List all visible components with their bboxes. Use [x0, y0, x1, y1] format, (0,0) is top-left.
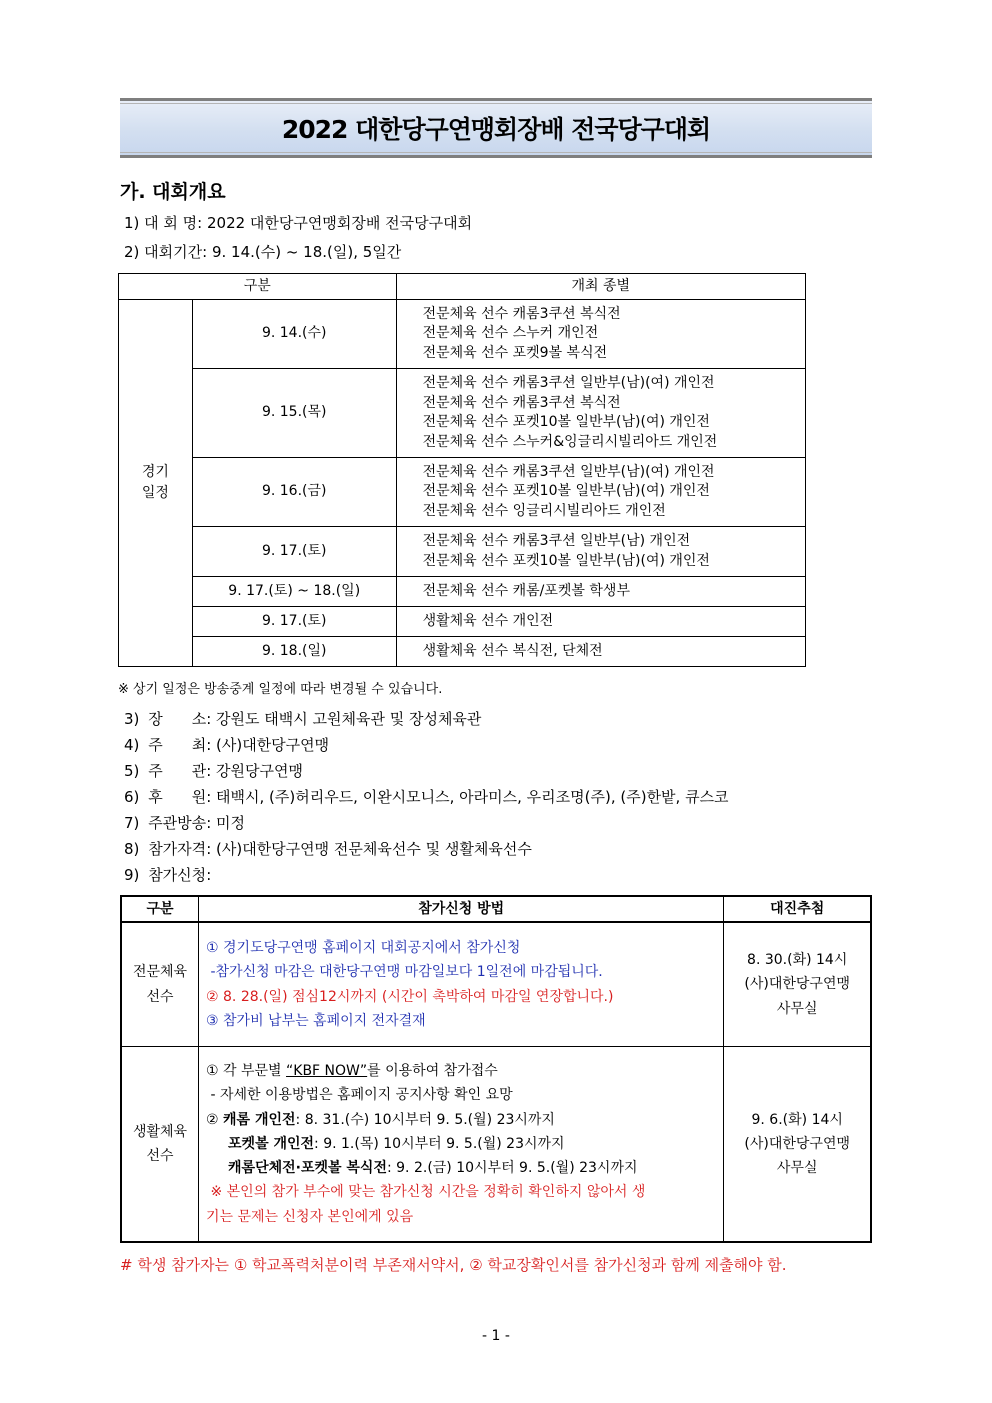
- text-span: : 8. 31.(수) 10시부터 9. 5.(월) 23시까지: [295, 1111, 555, 1128]
- detail-label-b: 관: [191, 762, 207, 780]
- bold-label: 캐롬단체전·포켓볼 복식전: [228, 1160, 387, 1177]
- registration-draw: 9. 6.(화) 14시 (사)대한당구연맹 사무실: [724, 1046, 871, 1242]
- detail-organizer: [124, 760, 303, 781]
- detail-num: 9): [124, 866, 140, 884]
- text-span: 를 이용하여 참가접수: [367, 1063, 498, 1079]
- student-footnote: # 학생 참가자는 ① 학교폭력처분이력 부존재서약서, ② 학교장확인서를 참가신청과 함께 제출해야 함.: [120, 1256, 787, 1274]
- detail-num: 7): [124, 814, 140, 832]
- registration-header-row: [121, 896, 871, 922]
- detail-num: 5): [124, 762, 140, 780]
- detail-host: [124, 734, 329, 755]
- detail-label-b: 소: [191, 710, 207, 728]
- registration-header-category: 구분: [121, 896, 199, 922]
- table-row: [121, 1046, 871, 1242]
- table-row: [119, 458, 806, 527]
- bold-label: 캐롬 개인전: [223, 1111, 296, 1128]
- registration-draw: 8. 30.(화) 14시 (사)대한당구연맹 사무실: [724, 922, 871, 1046]
- detail-label-b: 최: [191, 736, 207, 754]
- detail-num: 8): [124, 840, 140, 858]
- registration-header-method: 참가신청 방법: [199, 896, 724, 922]
- registration-method: [199, 922, 724, 1046]
- registration-amateur-line: [206, 1108, 722, 1132]
- schedule-events: 생활체육 선수 복식전, 단체전: [396, 637, 805, 667]
- detail-label-a: 주: [148, 762, 163, 780]
- schedule-row-label: 경기 일정: [119, 300, 193, 667]
- table-row: [119, 527, 806, 577]
- detail-registration: [124, 864, 211, 885]
- schedule-date: 9. 17.(토): [192, 527, 396, 577]
- registration-pro-line: ② 8. 28.(일) 점심12시까지 (시간이 촉박하여 마감일 연장합니다.): [206, 988, 614, 1005]
- detail-label: [148, 760, 206, 781]
- title-banner: [120, 98, 872, 158]
- detail-eligibility: [124, 838, 532, 859]
- schedule-events: 전문체육 선수 캐롬3쿠션 일반부(남)(여) 개인전 전문체육 선수 포켓10볼 일반부(남)(여) 개인전 전문체육 선수 잉글리시빌리아드 개인전: [396, 458, 805, 527]
- registration-amateur-line: [206, 1059, 722, 1083]
- schedule-events: 전문체육 선수 캐롬/포켓볼 학생부: [396, 577, 805, 607]
- table-row: [119, 607, 806, 637]
- registration-pro-line: -참가신청 마감은 대한당구연맹 마감일보다 1일전에 마감됩니다.: [206, 964, 603, 981]
- registration-amateur-warning: ※ 본인의 참가 부수에 맞는 참가신청 시간을 정확히 확인하지 않아서 생: [206, 1184, 646, 1201]
- schedule-date: 9. 15.(목): [192, 369, 396, 458]
- detail-label-a: 주: [148, 736, 163, 754]
- detail-label: [148, 734, 206, 755]
- bold-label: 포켓볼 개인전: [228, 1135, 315, 1152]
- detail-value: : 미정: [206, 814, 245, 832]
- schedule-date: 9. 18.(일): [192, 637, 396, 667]
- registration-header-draw: 대진추첨: [724, 896, 871, 922]
- schedule-table: [118, 273, 806, 667]
- detail-label-a: 참가신청: [148, 866, 207, 884]
- table-row: [119, 637, 806, 667]
- schedule-date: 9. 17.(토): [192, 607, 396, 637]
- registration-amateur-line: [206, 1156, 722, 1180]
- detail-value: : (사)대한당구연맹 전문체육선수 및 생활체육선수: [206, 840, 532, 858]
- detail-label: [148, 812, 206, 833]
- detail-label-a: 장: [148, 710, 163, 728]
- schedule-header-category: 구분: [119, 274, 397, 300]
- schedule-date: 9. 16.(금): [192, 458, 396, 527]
- detail-value: :: [206, 866, 212, 884]
- table-row: [119, 369, 806, 458]
- detail-sponsor: [124, 786, 729, 807]
- kbf-now-link[interactable]: “KBF NOW”: [286, 1063, 368, 1079]
- text-span: ① 각 부문별: [206, 1063, 287, 1079]
- detail-value: : 강원도 태백시 고원체육관 및 장성체육관: [206, 710, 482, 728]
- registration-category: 생활체육 선수: [121, 1046, 199, 1242]
- registration-method: [199, 1046, 724, 1242]
- detail-value: : (사)대한당구연맹: [206, 736, 330, 754]
- overview-event-period: 2) 대회기간: 9. 14.(수) ~ 18.(일), 5일간: [124, 243, 402, 261]
- section-heading: 가. 대회개요: [120, 181, 226, 203]
- document-title: 2022 대한당구연맹회장배 전국당구대회: [281, 115, 711, 144]
- page-number: - 1 -: [482, 1328, 510, 1344]
- detail-value: : 강원당구연맹: [206, 762, 303, 780]
- registration-amateur-line: [206, 1132, 722, 1156]
- table-row: [119, 300, 806, 369]
- detail-venue: [124, 708, 481, 729]
- registration-pro-line: ③ 참가비 납부는 홈페이지 전자결재: [206, 1012, 426, 1029]
- detail-num: 3): [124, 710, 140, 728]
- detail-label: [148, 864, 206, 885]
- detail-label-b: 원: [191, 788, 207, 806]
- detail-label-a: 후: [148, 788, 163, 806]
- schedule-header-row: [119, 274, 806, 300]
- registration-category: 전문체육 선수: [121, 922, 199, 1046]
- detail-num: 4): [124, 736, 140, 754]
- text-span: : 9. 2.(금) 10시부터 9. 5.(월) 23시까지: [386, 1160, 638, 1177]
- schedule-events: 전문체육 선수 캐롬3쿠션 복식전 전문체육 선수 스누커 개인전 전문체육 선수 포켓9볼 복식전: [396, 300, 805, 369]
- schedule-note: ※ 상기 일정은 방송중계 일정에 따라 변경될 수 있습니다.: [118, 682, 443, 697]
- detail-label-a: 주관방송: [148, 814, 207, 832]
- schedule-events: 생활체육 선수 개인전: [396, 607, 805, 637]
- detail-label: [148, 708, 206, 729]
- table-row: [121, 922, 871, 1046]
- detail-broadcast: [124, 812, 245, 833]
- detail-num: 6): [124, 788, 140, 806]
- text-span: : 9. 1.(목) 10시부터 9. 5.(월) 23시까지: [314, 1135, 565, 1152]
- table-row: [119, 577, 806, 607]
- overview-event-name: 1) 대 회 명: 2022 대한당구연맹회장배 전국당구대회: [124, 214, 473, 232]
- detail-value: : 태백시, (주)허리우드, 이완시모니스, 아라미스, 우리조명(주), (주)한밭, 큐스코: [206, 788, 729, 806]
- registration-amateur-line: - 자세한 이용방법은 홈페이지 공지사항 확인 요망: [206, 1087, 513, 1104]
- schedule-events: 전문체육 선수 캐롬3쿠션 일반부(남)(여) 개인전 전문체육 선수 캐롬3쿠션 복식전 전문체육 선수 포켓10볼 일반부(남)(여) 개인전 전문체육 선수 스누커&잉글리시빌리아드 개인전: [396, 369, 805, 458]
- schedule-date: 9. 17.(토) ~ 18.(일): [192, 577, 396, 607]
- registration-amateur-warning: 기는 문제는 신청자 본인에게 있음: [206, 1208, 414, 1225]
- schedule-events: 전문체육 선수 캐롬3쿠션 일반부(남) 개인전 전문체육 선수 포켓10볼 일반부(남)(여) 개인전: [396, 527, 805, 577]
- registration-pro-line: ① 경기도당구연맹 홈페이지 대회공지에서 참가신청: [206, 939, 521, 956]
- detail-label: [148, 786, 206, 807]
- registration-table: [120, 895, 872, 1243]
- detail-label: [148, 838, 206, 859]
- detail-label-a: 참가자격: [148, 840, 207, 858]
- schedule-date: 9. 14.(수): [192, 300, 396, 369]
- schedule-header-events: 개최 종별: [396, 274, 805, 300]
- text-span: ②: [206, 1111, 224, 1128]
